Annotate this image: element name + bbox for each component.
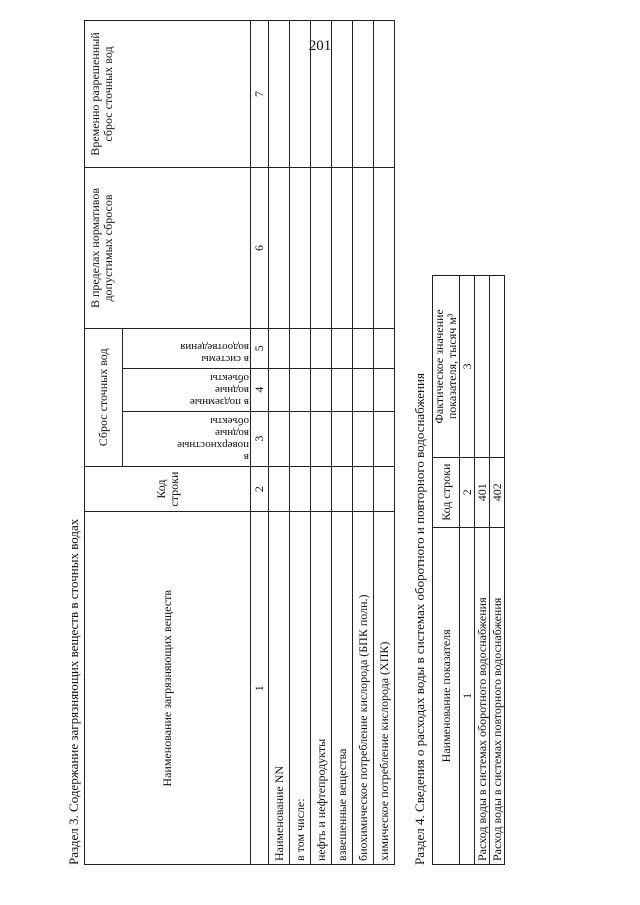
cell-value[interactable]: [290, 167, 311, 328]
col-header-substance: Наименование загрязняющих веществ: [85, 512, 251, 865]
row-label: Наименование NN: [269, 512, 290, 865]
section3-title: Раздел 3. Содержание загрязняющих веществ в сточных водах: [66, 518, 81, 865]
cell-value[interactable]: [311, 368, 332, 411]
section3-table: [84, 20, 395, 865]
cell-value[interactable]: [374, 329, 395, 369]
cell-value[interactable]: [311, 167, 332, 328]
col-number: 5: [251, 329, 269, 369]
col-header-code: Код строки: [85, 466, 251, 512]
col-header-discharge: Сброс сточных вод: [85, 329, 123, 467]
col-number: 2: [251, 466, 269, 512]
col-header-within-norms: В пределах нормативов допустимых сбросов: [85, 167, 251, 328]
row-label: Расход воды в системах оборотного водоснабжения: [475, 527, 490, 864]
row-code: 401: [475, 457, 490, 527]
cell-code[interactable]: [374, 466, 395, 512]
cell-value[interactable]: [311, 21, 332, 168]
cell-value[interactable]: [374, 368, 395, 411]
page-number: 201: [308, 38, 332, 54]
cell-value[interactable]: [332, 329, 353, 369]
section4-title: Раздел 4. Сведения о расходах воды в системах оборотного и повторного водоснабжения: [412, 373, 427, 865]
cell-value[interactable]: [490, 276, 505, 458]
col-header-code: Код строки: [433, 457, 460, 527]
row-code: 402: [490, 457, 505, 527]
cell-value[interactable]: [269, 329, 290, 369]
row-label: биохимическое потребление кислорода (БПК полн.): [353, 512, 374, 865]
table-row: [290, 21, 311, 865]
cell-value[interactable]: [311, 411, 332, 466]
cell-code[interactable]: [269, 466, 290, 512]
cell-value[interactable]: [374, 167, 395, 328]
cell-value[interactable]: [332, 21, 353, 168]
table-row: [475, 276, 490, 865]
cell-code[interactable]: [332, 466, 353, 512]
cell-value[interactable]: [269, 411, 290, 466]
cell-value[interactable]: [374, 21, 395, 168]
col-number: 4: [251, 368, 269, 411]
cell-value[interactable]: [353, 411, 374, 466]
row-label: Расход воды в системах повторного водоснабжения: [490, 527, 505, 864]
col-header-sewer: в системы водоотведения: [180, 340, 249, 365]
table-row: [353, 21, 374, 865]
table-row: [332, 21, 353, 865]
col-number: 3: [251, 411, 269, 466]
table-row: [490, 276, 505, 865]
col-number: 1: [460, 527, 475, 864]
cell-value[interactable]: [269, 368, 290, 411]
row-label: в том числе:: [290, 512, 311, 865]
cell-code[interactable]: [353, 466, 374, 512]
rotated-content: [62, 20, 504, 865]
col-header-indicator: Наименование показателя: [433, 527, 460, 864]
cell-value[interactable]: [269, 21, 290, 168]
cell-value[interactable]: [332, 167, 353, 328]
col-header-value: Фактическое значение показателя, тысяч м³: [433, 276, 460, 458]
cell-value[interactable]: [290, 329, 311, 369]
cell-code[interactable]: [311, 466, 332, 512]
col-number: 3: [460, 276, 475, 458]
cell-value[interactable]: [311, 329, 332, 369]
col-header-surface: в поверхностные водные объекты: [177, 414, 249, 463]
col-header-underground: в подземные водные объекты: [189, 371, 249, 408]
table-row: [269, 21, 290, 865]
row-label: химическое потребление кислорода (ХПК): [374, 512, 395, 865]
cell-code[interactable]: [290, 466, 311, 512]
cell-value[interactable]: [290, 368, 311, 411]
cell-value[interactable]: [332, 368, 353, 411]
col-number: 1: [251, 512, 269, 865]
row-label: нефть и нефтепродукты: [311, 512, 332, 865]
cell-value[interactable]: [353, 368, 374, 411]
cell-value[interactable]: [353, 329, 374, 369]
section4-table: [432, 275, 505, 865]
col-header-temporary: Временно разрешенный сброс сточных вод: [85, 21, 251, 168]
cell-value[interactable]: [475, 276, 490, 458]
cell-value[interactable]: [374, 411, 395, 466]
row-label: взвешенные вещества: [332, 512, 353, 865]
table-row: [311, 21, 332, 865]
cell-value[interactable]: [353, 167, 374, 328]
cell-value[interactable]: [290, 21, 311, 168]
col-number: 7: [251, 21, 269, 168]
col-number: 6: [251, 167, 269, 328]
col-number: 2: [460, 457, 475, 527]
cell-value[interactable]: [353, 21, 374, 168]
table-row: [374, 21, 395, 865]
cell-value[interactable]: [290, 411, 311, 466]
cell-value[interactable]: [269, 167, 290, 328]
cell-value[interactable]: [332, 411, 353, 466]
